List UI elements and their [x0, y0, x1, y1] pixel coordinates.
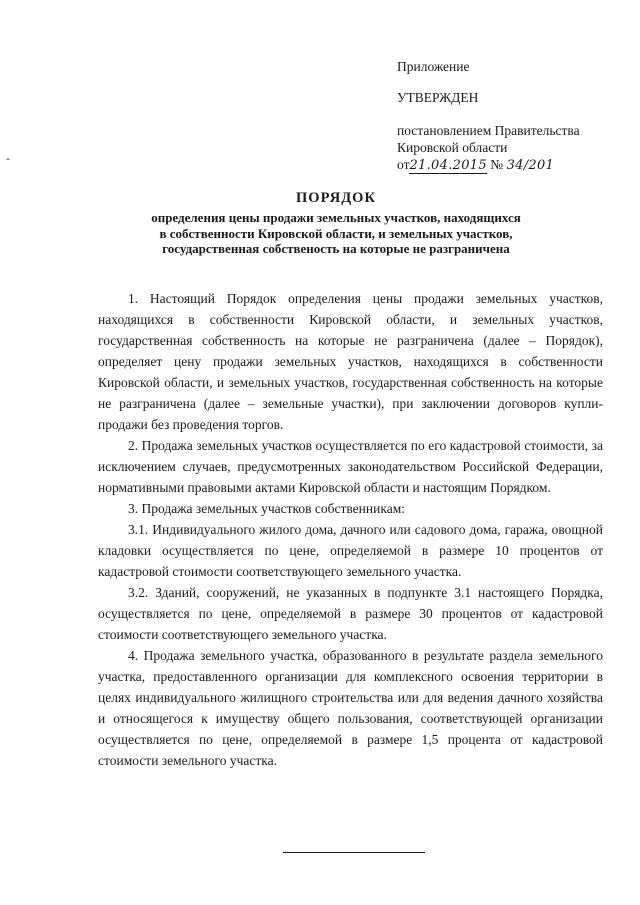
margin-mark: -	[6, 151, 10, 165]
number-prefix: №	[490, 157, 504, 172]
paragraph-3: 3. Продажа земельных участков собственникам:	[128, 501, 405, 516]
resolution-line-2: Кировской области	[397, 140, 508, 155]
date-prefix: от	[397, 157, 410, 172]
end-separator-line	[283, 852, 425, 853]
date-number-line	[397, 156, 580, 174]
handwritten-date: 21.04.2015	[409, 158, 487, 173]
subtitle-line: государственная собственость на которые не разграничена	[162, 241, 510, 256]
title-subtitle	[96, 210, 576, 257]
title-heading: ПОРЯДОК	[296, 190, 376, 206]
paragraph-3-1: 3.1. Индивидуального жилого дома, дачного или садового дома, гаража, овощной кладовки осуществляется по цене, определяемой в размере 10 процентов от кадастровой стоимости соответствующего земельного участка.	[98, 522, 603, 579]
paragraph-4: 4. Продажа земельного участка, образованного в результате раздела земельного участка, предоставленного организации для комплексного освоения территории в целях индивидуального жилищного строительства или для ведения дачного хозяйства и относящегося к имуществу общего пользования, соответствующей организации осуществляется по цене, определяемой в размере 1,5 процента от кадастровой стоимости земельного участка.	[98, 648, 603, 768]
paragraph-3-2: 3.2. Зданий, сооружений, не указанных в подпункте 3.1 настоящего Порядка, осуществляется по цене, определяемой в размере 30 процентов от кадастровой стоимости соответствующего земельного участка.	[98, 585, 603, 642]
handwritten-number: 34/201	[506, 158, 555, 173]
approved-label: УТВЕРЖДЕН	[397, 90, 479, 105]
paragraph-1: 1. Настоящий Порядок определения цены продажи земельных участков, находящихся в собственности Кировской области, и земельных участков, государственная собственность на которые не разграничена (далее – Порядок), определяет цену продажи земельных участков, находящихся в собственности Кировской области, и земельных участков, государственная собственность на которые не разграничена (далее – земельные участки), при заключении договоров купли-продажи без проведения торгов.	[98, 291, 603, 432]
approval-block	[397, 58, 580, 174]
subtitle-line: определения цены продажи земельных участков, находящихся	[151, 210, 521, 225]
resolution-line-1: постановлением Правительства	[397, 123, 580, 138]
document-title	[96, 189, 576, 257]
appendix-label: Приложение	[397, 59, 470, 74]
document-body	[98, 288, 603, 771]
paragraph-2: 2. Продажа земельных участков осуществляется по его кадастровой стоимости, за исключением случаев, предусмотренных законодательством Российской Федерации, нормативными правовыми актами Кировской области и настоящим Порядком.	[98, 438, 603, 495]
subtitle-line: в собственности Кировской области, и земельных участков,	[159, 225, 513, 241]
